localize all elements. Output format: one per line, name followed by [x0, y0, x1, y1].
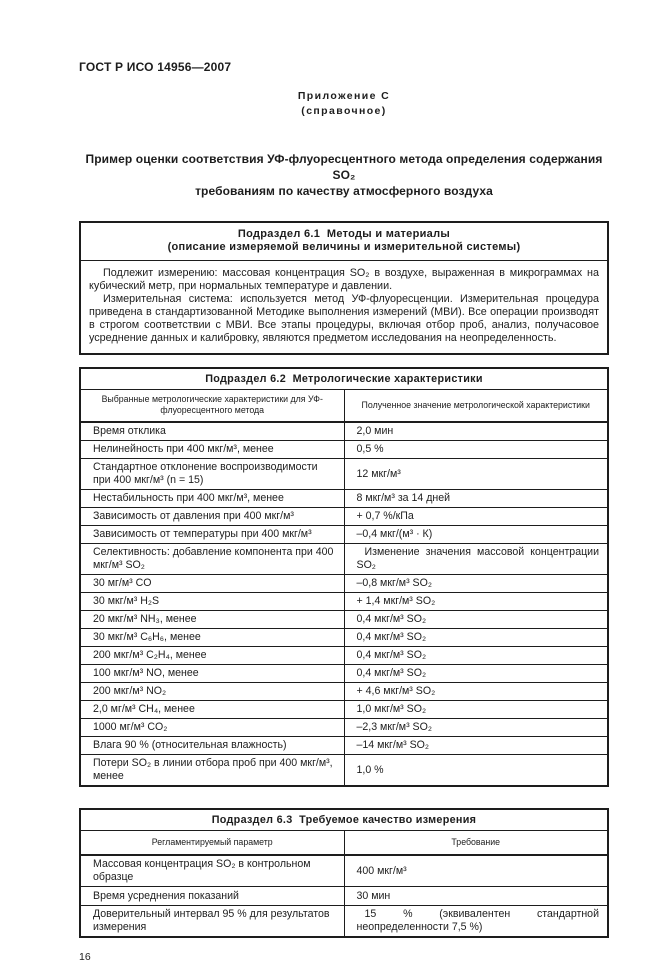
- param-cell: Селективность: добавление компонента при 400 мкг/м³ SO₂: [80, 544, 344, 575]
- table-caption-row: [80, 809, 608, 830]
- page-title: [79, 151, 609, 199]
- param-cell: Влага 90 % (относительная влажность): [80, 737, 344, 755]
- section-6-1-paragraph-1: Подлежит измерению: массовая концентрация SO₂ в воздухе, выраженная в микрограммах на кубический метр, при нормальных температуре и давлении.: [89, 267, 599, 292]
- metrology-table: [79, 367, 609, 787]
- table-header-row: [80, 830, 608, 855]
- table-row: [80, 459, 608, 490]
- table-row: [80, 755, 608, 787]
- section-6-1-heading-line-2: (описание измеряемой величины и измерительной системы): [167, 241, 521, 253]
- table-row: [80, 544, 608, 575]
- value-cell: 1,0 мкг/м³ SO₂: [344, 701, 608, 719]
- table-caption-row: [80, 368, 608, 389]
- param-cell: 30 мкг/м³ H₂S: [80, 593, 344, 611]
- table-row: [80, 906, 608, 938]
- table-row: [80, 422, 608, 441]
- value-cell: 0,4 мкг/м³ SO₂: [344, 611, 608, 629]
- value-cell: Изменение значения массовой концентрации SO₂: [344, 544, 608, 575]
- value-cell: 0,4 мкг/м³ SO₂: [344, 665, 608, 683]
- param-cell: Стандартное отклонение воспроизводимости при 400 мкг/м³ (n = 15): [80, 459, 344, 490]
- param-cell: 2,0 мг/м³ CH₄, менее: [80, 701, 344, 719]
- param-cell: 1000 мг/м³ CO₂: [80, 719, 344, 737]
- column-header-obtained-value: Полученное значение метрологической характеристики: [344, 389, 608, 422]
- table-row: [80, 629, 608, 647]
- page-number: 16: [79, 951, 91, 963]
- value-cell: 30 мин: [344, 887, 608, 906]
- value-cell: –2,3 мкг/м³ SO₂: [344, 719, 608, 737]
- param-cell: Зависимость от давления при 400 мкг/м³: [80, 508, 344, 526]
- appendix-label: Приложение С: [297, 90, 391, 102]
- document-code: ГОСТ Р ИСО 14956—2007: [79, 60, 232, 74]
- table-row: [80, 526, 608, 544]
- section-6-1-heading-line-1: Подраздел 6.1 Методы и материалы: [237, 228, 451, 240]
- param-cell: 30 мкг/м³ C₆H₆, менее: [80, 629, 344, 647]
- param-cell: Потери SO₂ в линии отбора проб при 400 мкг/м³, менее: [80, 755, 344, 787]
- table-row: [80, 441, 608, 459]
- table-row: [80, 593, 608, 611]
- table-row: [80, 701, 608, 719]
- param-cell: 200 мкг/м³ C₂H₄, менее: [80, 647, 344, 665]
- page-title-line-2: требованиям по качеству атмосферного воздуха: [195, 184, 493, 198]
- table-row: [80, 887, 608, 906]
- param-cell: Доверительный интервал 95 % для результатов измерения: [80, 906, 344, 938]
- table-row: [80, 575, 608, 593]
- section-6-2-heading: Подраздел 6.2 Метрологические характеристики: [80, 368, 608, 389]
- section-6-1-heading: [81, 223, 607, 261]
- value-cell: –0,8 мкг/м³ SO₂: [344, 575, 608, 593]
- value-cell: 12 мкг/м³: [344, 459, 608, 490]
- section-6-3-heading: Подраздел 6.3 Требуемое качество измерения: [80, 809, 608, 830]
- value-cell: 8 мкг/м³ за 14 дней: [344, 490, 608, 508]
- param-cell: Массовая концентрация SO₂ в контрольном образце: [80, 855, 344, 887]
- column-header-characteristics: Выбранные метрологические характеристики для УФ-флуоресцентного метода: [80, 389, 344, 422]
- table-row: [80, 611, 608, 629]
- appendix-note: (справочное): [301, 105, 387, 117]
- table-row: [80, 665, 608, 683]
- param-cell: 200 мкг/м³ NO₂: [80, 683, 344, 701]
- table-row: [80, 855, 608, 887]
- column-header-requirement: Требование: [344, 830, 608, 855]
- param-cell: Время усреднения показаний: [80, 887, 344, 906]
- section-6-1-box: [79, 221, 609, 355]
- param-cell: Зависимость от температуры при 400 мкг/м³: [80, 526, 344, 544]
- table-row: [80, 508, 608, 526]
- param-cell: 100 мкг/м³ NO, менее: [80, 665, 344, 683]
- requirements-table: [79, 808, 609, 938]
- param-cell: Нелинейность при 400 мкг/м³, менее: [80, 441, 344, 459]
- value-cell: 1,0 %: [344, 755, 608, 787]
- table-row: [80, 647, 608, 665]
- param-cell: 20 мкг/м³ NH₃, менее: [80, 611, 344, 629]
- page-title-line-1: Пример оценки соответствия УФ-флуоресцентного метода определения содержания SO₂: [85, 152, 603, 182]
- value-cell: + 1,4 мкг/м³ SO₂: [344, 593, 608, 611]
- value-cell: 400 мкг/м³: [344, 855, 608, 887]
- param-cell: Время отклика: [80, 422, 344, 441]
- table-row: [80, 737, 608, 755]
- value-cell: 15 % (эквивалентен стандартной неопределенности 7,5 %): [344, 906, 608, 938]
- value-cell: 0,4 мкг/м³ SO₂: [344, 629, 608, 647]
- value-cell: –14 мкг/м³ SO₂: [344, 737, 608, 755]
- section-6-1-paragraph-2: Измерительная система: используется метод УФ-флуоресценции. Измерительная процедура приведена в стандартизованной Методике выполнения измерений (МВИ). Все операции производят в строгом соответствии с МВИ. Все этапы процедуры, включая отбор проб, анализ, получасовое усреднение данных и калибровку, являются предметом исследования на неопределенность.: [89, 293, 599, 344]
- table-row: [80, 719, 608, 737]
- value-cell: –0,4 мкг/(м³ · К): [344, 526, 608, 544]
- table-row: [80, 490, 608, 508]
- column-header-parameter: Регламентируемый параметр: [80, 830, 344, 855]
- page-content: [79, 0, 609, 963]
- value-cell: 2,0 мин: [344, 422, 608, 441]
- param-cell: 30 мг/м³ CO: [80, 575, 344, 593]
- value-cell: + 0,7 %/кПа: [344, 508, 608, 526]
- value-cell: + 4,6 мкг/м³ SO₂: [344, 683, 608, 701]
- section-6-1-body: [81, 261, 607, 353]
- param-cell: Нестабильность при 400 мкг/м³, менее: [80, 490, 344, 508]
- table-header-row: [80, 389, 608, 422]
- value-cell: 0,4 мкг/м³ SO₂: [344, 647, 608, 665]
- value-cell: 0,5 %: [344, 441, 608, 459]
- table-row: [80, 683, 608, 701]
